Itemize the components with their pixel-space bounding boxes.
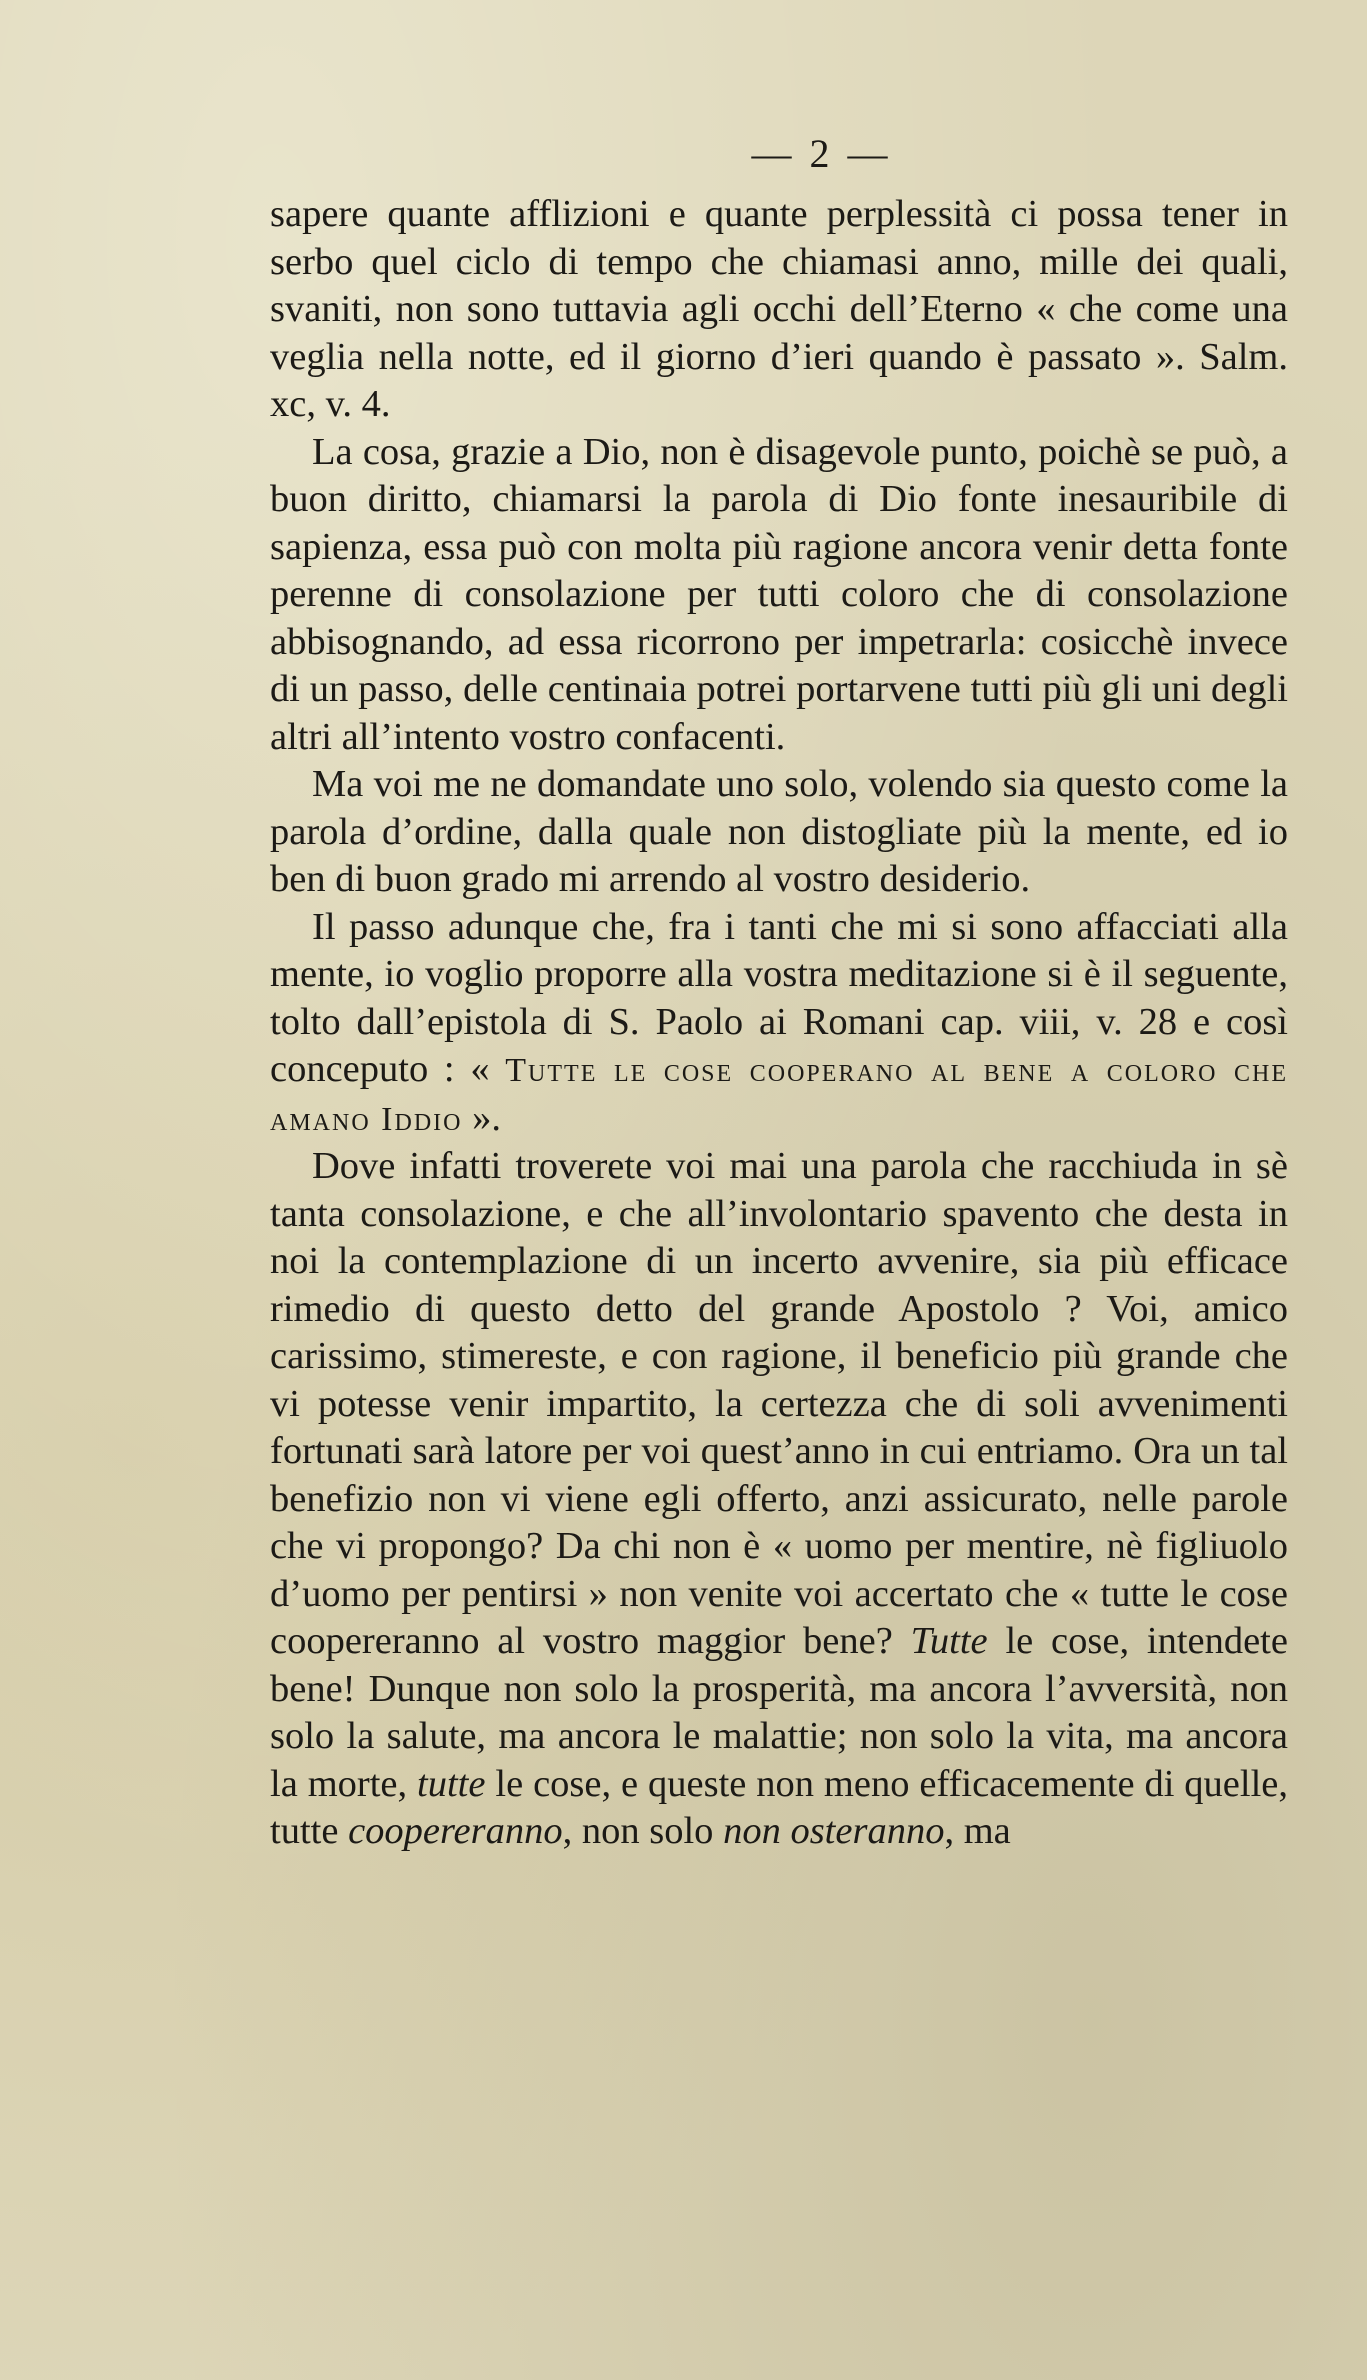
paragraph-4-text: Il passo adunque che, fra i tanti che mi si sono affacciati alla mente, io voglio proporre alla vostra meditazione si è il seguente, tolto dall’epistola di S. Paolo ai Romani cap. viii, v. 28 e così conceputo : « [270,905,1288,1090]
paragraph-1: sapere quante afflizioni e quante perplessità ci possa tener in serbo quel ciclo di tempo che chiamasi anno, mille dei quali, svaniti, non sono tuttavia agli occhi dell’Eterno « che come una veglia nella notte, ed il giorno d’ieri quando è passato ». Salm. xc, v. 4. [270,193,1288,425]
emphasis-text: tutte [417,1762,486,1805]
paragraph-5-text: , non solo [562,1810,724,1852]
paragraph-5-text: , ma [944,1810,1011,1852]
emphasis-text: coopereranno [348,1810,563,1852]
paragraph-3: Ma voi me ne domandate uno solo, volendo sia questo come la parola d’ordine, dalla quale non distogliate più la mente, ed io ben di buon grado mi arrendo al vostro desiderio. [270,763,1288,900]
paragraph-4 [270,904,1288,1144]
paragraph-2: La cosa, grazie a Dio, non è disagevole punto, poichè se può, a buon diritto, chiamarsi la parola di Dio fonte inesauribile di sapienza, essa può con molta più ragione ancora venir detta fonte perenne di consolazione per tutti coloro che di consolazione abbisognando, ad essa ricorrono per impetrarla: cosicchè invece di un passo, delle centinaia potrei portarvene tutti più gli uni degli altri all’intento vostro confacenti. [270,430,1288,758]
paragraph-5-text: le cose, intendete bene! Dunque non solo la prosperità, ma ancora l’avversità, non solo la salute, ma ancora le malattie; non solo la vita, ma ancora la morte, [270,1620,1288,1805]
page-number: — 2 — [751,131,892,176]
paragraph-4-closing: ». [472,1096,501,1139]
paragraph-5-text: Dove infatti troverete voi mai una parola che racchiuda in sè tanta consolazione, e che all’involontario spavento che desta in noi la contemplazione di un incerto avvenire, sia più efficace rimedio di questo detto del grande Apostolo ? Voi, amico carissimo, stimereste, e con ragione, il beneficio più grande che vi potesse venir impartito, la certezza che di soli avvenimenti fortunati sarà latore per voi quest’anno in cui entriamo. Ora un tal benefizio non vi viene egli offerto, anzi assicurato, nelle parole che vi propongo? Da chi non è « uomo per mentire, nè figliuolo d’uomo per pentirsi » non venite voi accertato che « tutte le cose coopereranno al vostro maggior bene? [270,1145,1288,1662]
scripture-quote: Tutte le cose cooperano al bene a coloro che amano Iddio [270,1052,1288,1138]
emphasis-text: Tutte [910,1620,988,1662]
body-text [270,191,1288,1856]
emphasis-text: non osteranno [723,1810,945,1852]
paragraph-5 [270,1143,1288,1856]
paragraph-5-text: le cose, e queste non meno efficacemente di quelle, tutte [270,1762,1288,1852]
